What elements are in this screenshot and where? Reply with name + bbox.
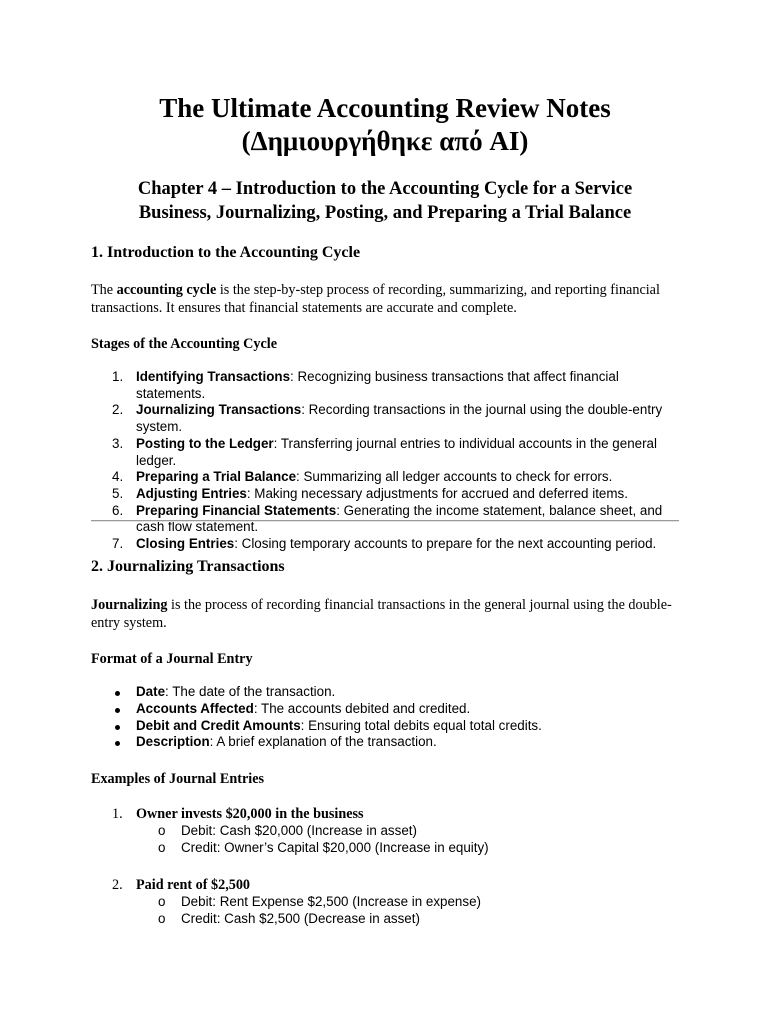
document-title-line-1: The Ultimate Accounting Review Notes [159, 93, 611, 123]
list-item [91, 734, 679, 751]
stage-term: Journalizing Transactions [136, 402, 302, 418]
document-title [91, 92, 679, 158]
stage-description: : Recognizing business transactions that affect financial statements. [136, 369, 619, 401]
example-entries [91, 894, 679, 928]
list-item [91, 684, 679, 701]
list-item [91, 369, 679, 402]
format-description: : The date of the transaction. [165, 684, 336, 699]
chapter-title-line-2: Business, Journalizing, Posting, and Preparing a Trial Balance [138, 203, 632, 223]
chapter-title [91, 177, 679, 225]
list-number: 2. [112, 402, 124, 418]
list-number: 4. [112, 469, 124, 485]
format-description: : The accounts debited and credited. [253, 700, 471, 716]
stage-description: : Generating the income statement, balance sheet, and cash flow statement. [136, 502, 663, 535]
list-item [91, 469, 679, 486]
chapter-title-line-1: Chapter 4 – Introduction to the Accounting Cycle for a Service [137, 179, 633, 199]
stage-description: : Closing temporary accounts to prepare for the next accounting period. [234, 536, 657, 552]
stage-term: Adjusting Entries [136, 485, 247, 501]
section-2-intro-text: is the process of recording financial transactions in the general journal using the double-entry system. [91, 597, 672, 631]
list-item [91, 823, 679, 840]
list-item [91, 536, 679, 553]
bullet-icon [115, 708, 120, 713]
format-term: Accounts Affected [136, 700, 254, 716]
format-term: Debit and Credit Amounts [136, 717, 301, 733]
stage-term: Identifying Transactions [136, 369, 291, 384]
list-item [91, 894, 679, 911]
format-description: : A brief explanation of the transaction. [209, 734, 437, 750]
stages-list [91, 369, 679, 553]
section-2-intro-term: Journalizing [91, 597, 168, 613]
stage-term: Closing Entries [136, 536, 235, 552]
entry-text: Credit: Owner’s Capital $20,000 (Increase in equity) [181, 839, 489, 855]
bullet-icon [115, 741, 120, 746]
list-item [91, 840, 679, 857]
list-number: 3. [112, 435, 124, 451]
section-2-heading: 2. Journalizing Transactions [91, 558, 285, 575]
stage-term: Preparing a Trial Balance [136, 469, 297, 485]
entry-text: Debit: Cash $20,000 (Increase in asset) [181, 823, 417, 838]
example-title [91, 876, 679, 894]
bullet-icon [115, 725, 120, 730]
list-item [91, 701, 679, 718]
section-1-intro-prefix: The [91, 282, 117, 298]
entry-text: Debit: Rent Expense $2,500 (Increase in expense) [181, 894, 481, 909]
list-item [91, 436, 679, 469]
format-term: Date [136, 684, 166, 699]
example-title [91, 805, 679, 823]
example-entries [91, 823, 679, 857]
list-number: 6. [112, 502, 124, 518]
list-number: 7. [112, 536, 124, 552]
format-term: Description [136, 734, 210, 750]
example-title-text: Owner invests $20,000 in the business [136, 806, 364, 822]
examples-heading: Examples of Journal Entries [91, 771, 265, 787]
section-divider [91, 520, 679, 522]
section-1-intro-text: is the step-by-step process of recording, summarizing, and reporting financial transactions. It ensures that financial statements are accurate and complete. [91, 282, 660, 316]
list-number: 5. [112, 485, 124, 501]
list-number: 1. [112, 806, 123, 822]
stage-term: Preparing Financial Statements [136, 502, 337, 518]
circle-bullet-icon: o [158, 823, 166, 838]
section-1-heading: 1. Introduction to the Accounting Cycle [91, 244, 361, 261]
example-title-text: Paid rent of $2,500 [136, 877, 251, 893]
stages-heading: Stages of the Accounting Cycle [91, 336, 277, 352]
section-2-intro [91, 596, 679, 632]
stage-term: Posting to the Ledger [136, 435, 274, 451]
list-item [91, 486, 679, 503]
section-1-intro-term: accounting cycle [116, 282, 217, 298]
circle-bullet-icon: o [158, 839, 166, 855]
stage-description: : Making necessary adjustments for accrued and deferred items. [246, 485, 628, 501]
section-1-intro [91, 281, 679, 317]
journal-example-1 [91, 805, 679, 857]
stage-description: : Transferring journal entries to individual accounts in the general ledger. [136, 435, 657, 468]
stage-description: : Summarizing all ledger accounts to check for errors. [296, 469, 613, 485]
list-item [91, 911, 679, 928]
bullet-icon [115, 691, 120, 696]
stage-description: : Recording transactions in the journal using the double-entry system. [136, 402, 663, 435]
circle-bullet-icon: o [158, 910, 166, 926]
format-list [91, 684, 679, 751]
format-description: : Ensuring total debits equal total credits. [300, 717, 542, 733]
journal-example-2 [91, 876, 679, 928]
list-item [91, 718, 679, 735]
entry-text: Credit: Cash $2,500 (Decrease in asset) [181, 910, 420, 926]
format-heading: Format of a Journal Entry [91, 651, 253, 667]
circle-bullet-icon: o [158, 894, 166, 909]
list-number: 2. [112, 877, 123, 893]
list-number: 1. [112, 369, 124, 384]
document-title-line-2: (Δημιουργήθηκε από AI) [241, 126, 529, 156]
list-item [91, 402, 679, 435]
